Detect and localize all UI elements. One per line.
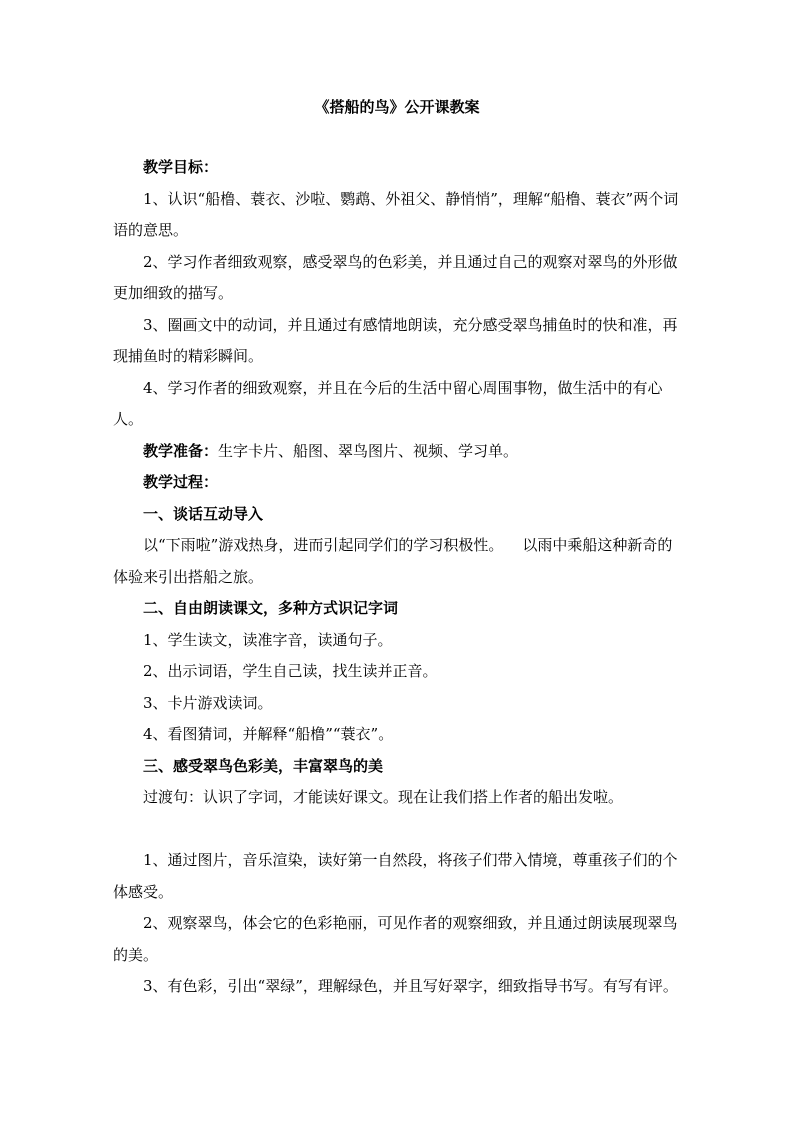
section-item: 2、观察翠鸟，体会它的色彩艳丽，可见作者的观察细致，并且通过朗读展现翠鸟的美。 — [113, 914, 678, 964]
objective-item: 4、学习作者的细致观察，并且在今后的生活中留心周围事物，做生活中的有心人。 — [113, 378, 663, 428]
section-heading: 二、自由朗读课文，多种方式识记字词 — [143, 599, 399, 617]
section-item: 3、卡片游戏读词。 — [143, 693, 273, 712]
objective-item: 1、认识“船橹、蓑衣、沙啦、鹦鹉、外祖父、静悄悄”，理解“船橹、蓑衣”两个词语的意思。 — [113, 189, 679, 239]
section-item: 2、出示词语，学生自己读，找生读并正音。 — [143, 662, 438, 680]
section-item: 1、学生读文，读准字音，读通句子。 — [143, 630, 393, 649]
section-item: 4、看图猜词，并解释“船橹”“蓑衣”。 — [143, 725, 394, 743]
section-item: 3、有色彩，引出“翠绿”，理解绿色，并且写好翠字，细致指导书写。有写有评。 — [143, 977, 678, 995]
page-title: 《搭船的鸟》公开课教案 — [314, 98, 480, 116]
process-heading: 教学过程： — [143, 473, 219, 491]
blank-line — [113, 814, 683, 846]
section-item: 1、通过图片，音乐渲染，读好第一自然段，将孩子们带入情境，尊重孩子们的个体感受。 — [113, 851, 678, 901]
section-heading: 一、谈话互动导入 — [143, 504, 264, 523]
objective-item: 3、圈画文中的动词，并且通过有感情地朗读，充分感受翠鸟捕鱼时的快和准，再现捕鱼时的精彩瞬间。 — [113, 315, 678, 365]
section-heading: 三、感受翠鸟色彩美，丰富翠鸟的美 — [143, 756, 384, 775]
preparation-text: 生字卡片、船图、翠鸟图片、视频、学习单。 — [218, 441, 519, 460]
section-text: 以“下雨啦”游戏热身，进而引起同学们的学习积极性。 以雨中乘船这种新奇的体验来引出搭船之旅。 — [113, 536, 673, 586]
preparation-line — [113, 436, 683, 468]
preparation-heading: 教学准备： — [143, 441, 219, 460]
document-body — [113, 152, 683, 1003]
objectives-heading: 教学目标： — [143, 158, 219, 176]
objective-item: 2、学习作者细致观察，感受翠鸟的色彩美，并且通过自己的观察对翠鸟的外形做更加细致的描写。 — [113, 252, 678, 302]
transition-text: 过渡句：认识了字词，才能读好课文。现在让我们搭上作者的船出发啦。 — [143, 788, 624, 806]
